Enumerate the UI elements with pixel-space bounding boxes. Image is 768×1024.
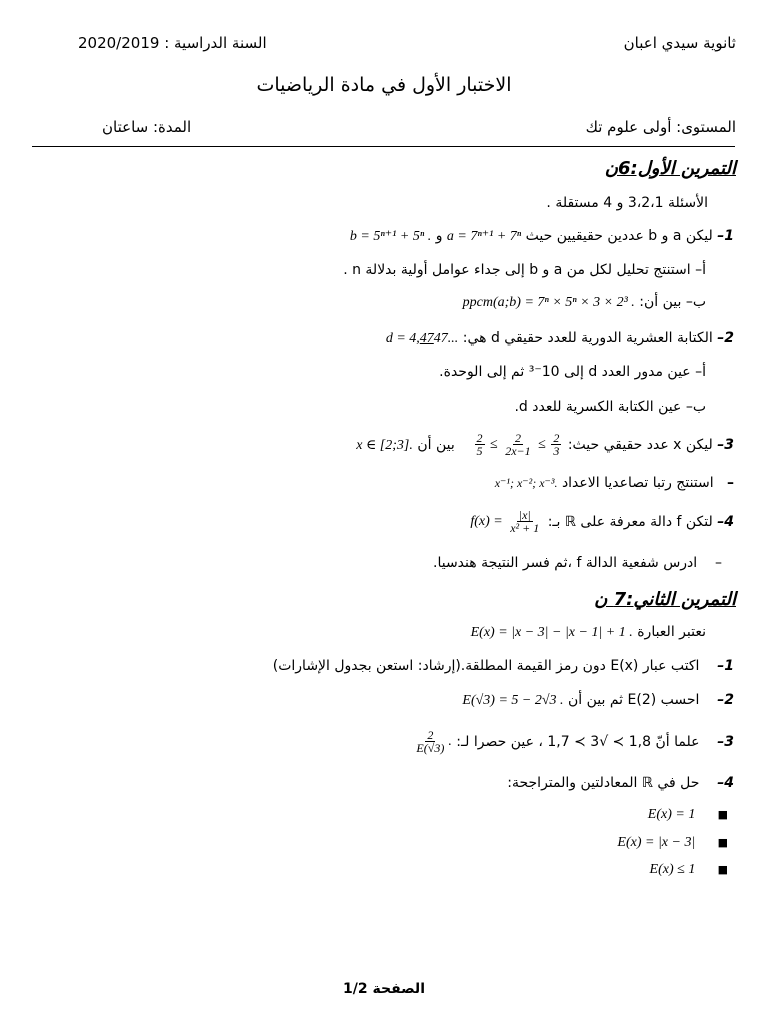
ex2-q3-end: . [448,734,452,749]
ex2-q4-item-2-math: E(x) = |x − 3| [617,835,696,850]
bullet-icon: ■ [717,863,728,876]
ex2-q4-item-3 [650,861,728,878]
ex1-q3-le-1: ≤ [490,437,498,452]
exam-title: الاختبار الأول في مادة الرياضيات [256,74,512,96]
ex1-q3-frac-2 [503,432,532,458]
ex1-q2-math-pre: d = 4, [385,331,420,346]
ex1-q2-number: 2– [717,330,734,346]
ex1-q3-frac-2-num: 2 [514,430,521,445]
level-label: المستوى: أولى علوم تك [585,118,736,136]
school-name: ثانوية سيدي اعبان [623,34,736,52]
ex2-q4-item-1-math: E(x) = 1 [647,807,696,822]
ex1-q3-frac-1-num: 2 [476,430,483,445]
ex1-q2-a-text: عين مدور العدد d إلى 10⁻³ ثم إلى الوحدة. [439,364,691,380]
ex1-q1-a-label: أ– [695,262,706,278]
ex1-q3 [356,428,734,463]
ex1-q1-b [463,294,706,311]
ex2-q3-number: 3– [717,734,734,750]
ex1-q3-frac-3 [551,432,561,458]
ex1-q2-a [439,364,706,380]
ex1-q3-frac-3-num: 2 [553,430,560,445]
ex1-q3-deduce-text: استنتج رتبا تصاعديا الاعداد [561,475,714,491]
ex1-q2-math-post: 47... [433,331,459,346]
ex2-q2 [462,692,734,709]
ex1-q2-math [386,331,458,346]
ex1-q2-math-repeat: 47 [419,331,434,346]
ex1-q1-b-text: بين أن: [639,294,682,310]
ex2-q1-number: 1– [717,658,734,674]
ex2-q3 [412,724,734,760]
ex1-q4-f-lhs: f(x) = [470,514,503,529]
ex1-q2 [386,330,734,347]
ex1-q1 [350,228,734,245]
ex2-q1-text: اكتب عبار E(x) دون رمز القيمة المطلقة.(إرشاد: استعن بجدول الإشارات) [272,658,700,674]
ex1-q3-deduce [495,475,734,491]
ex2-q3-fraction-group [412,724,451,760]
ex2-q2-text: احسب E(2) ثم بين أن [568,692,700,708]
ex1-q2-b-text: عين الكتابة الكسرية للعدد d. [514,399,682,415]
exercise-1-intro: الأسئلة 3،2،1 و 4 مستقلة . [546,195,708,211]
school-year-label: السنة الدراسية : [164,34,267,52]
ex2-q2-number: 2– [717,692,734,708]
bullet-icon: ■ [717,808,728,821]
ex1-q2-a-label: أ– [695,364,706,380]
ex2-expression: E(x) = |x − 3| − |x − 1| + 1 . [470,625,633,640]
ex1-q3-deduce-mark: – [727,475,734,491]
ex1-q3-frac-2-den: 2x−1 [505,444,531,459]
ex1-q4-sub-text: ادرس شفعية الدالة f ،ثم فسر النتيجة هندسيا. [433,555,698,571]
ex2-q3-frac-num: 2 [427,727,434,742]
ex1-q4 [470,505,734,539]
ex1-q4-sub-mark: – [715,555,722,571]
ex1-q3-frac-1-den: 5 [476,444,483,459]
ex1-q4-function [470,505,543,539]
ex1-q3-frac-3-den: 3 [553,444,560,459]
ex1-q3-interval: x ∈ [2;3]. [356,438,413,453]
ex1-q4-f-num: |x| [518,507,531,522]
ex2-q1 [273,658,734,674]
ex2-q4 [507,775,734,791]
ex1-q2-b [514,399,706,415]
ex1-q1-math-b: b = 5ⁿ⁺¹ + 5ⁿ . [349,229,432,244]
school-year-value: 2020/2019 [78,34,160,52]
ex2-intro-text: نعتبر العبارة [637,624,706,640]
ex1-q1-b-label: ب– [685,294,706,310]
ex1-q2-b-label: ب– [685,399,706,415]
header-divider [32,146,735,147]
ex1-q1-and: و [435,228,443,244]
ex1-q1-text: ليكن a و b عددين حقيقيين حيث [525,228,713,244]
ex2-q2-math: E(√3) = 5 − 2√3 . [462,693,564,708]
ex1-q1-number: 1– [717,228,734,244]
ex2-q4-item-1 [648,806,728,823]
ex2-q4-item-3-math: E(x) ≤ 1 [649,862,696,877]
bullet-icon: ■ [717,836,728,849]
ex2-q4-text: حل في ℝ المعادلتين والمتراجحة: [507,775,700,791]
ex1-q3-number: 3– [717,437,734,453]
page-number: الصفحة 1/2 [343,981,425,997]
ex1-q3-frac-1 [475,432,485,458]
ex2-q3-text: علما أنّ 1,8 ≻ √3 ≻ 1,7 ، عين حصرا لـ: [456,734,700,750]
ex1-q3-inequality [473,428,564,462]
ex1-q1-math-a: a = 7ⁿ⁺¹ + 7ⁿ [446,229,522,244]
ex2-intro [471,624,706,641]
ex1-q2-text: الكتابة العشرية الدورية للعدد حقيقي d هي: [462,330,713,346]
exercise-1-title: التمرين الأول:6ن [604,158,736,179]
duration-label: المدة: ساعتان [102,118,192,136]
exercise-2-title: التمرين الثاني:7 ن [594,589,736,610]
ex1-q1-a [343,262,706,278]
ex1-q4-number: 4– [717,514,734,530]
ex1-q4-f-frac [508,509,541,535]
ex2-q3-frac-den: E(√3) [416,741,445,756]
ex2-q4-number: 4– [717,775,734,791]
ex2-q4-item-2 [617,834,728,851]
ex1-q4-sub [433,555,722,571]
ex2-q3-fraction [414,729,446,755]
ex1-q1-a-text: استنتج تحليل لكل من a و b إلى جداء عوامل أولية بدلالة n . [343,262,691,278]
ex1-q3-deduce-math: x⁻¹; x⁻²; x⁻³. [494,476,558,490]
school-year [78,34,267,52]
ex1-q4-f-den: x² + 1 [510,521,540,536]
ex1-q1-b-math: ppcm(a;b) = 7ⁿ × 5ⁿ × 3 × 2³ . [462,295,635,310]
ex1-q3-le-2: ≤ [538,437,546,452]
ex1-q3-text: ليكن x عدد حقيقي حيث: [567,437,713,453]
ex1-q3-prove: بين أن [417,437,455,453]
ex1-q4-text: لتكن f دالة معرفة على ℝ بـ: [547,514,713,530]
